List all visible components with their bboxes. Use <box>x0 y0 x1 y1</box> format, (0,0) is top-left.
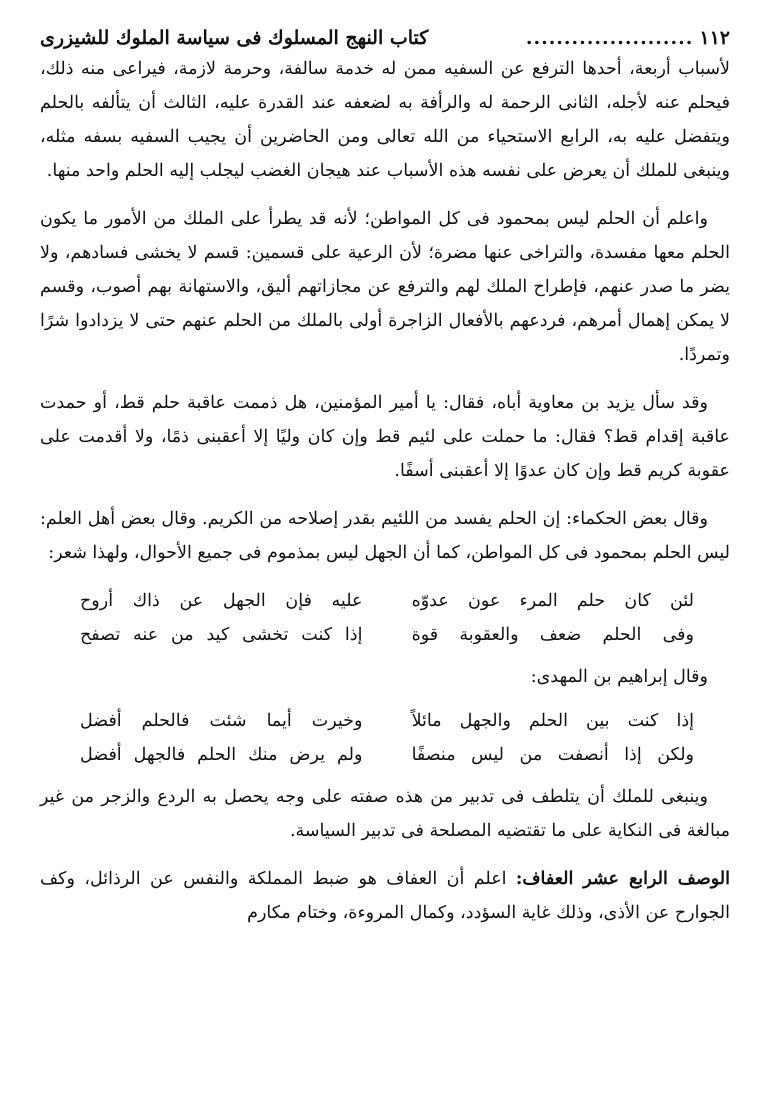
hemistich: عليه فإن الجهل عن ذاك أروح <box>80 591 363 611</box>
header-leader-dots: ...................... <box>525 27 694 49</box>
hemistich: وفى الحلم ضعف والعقوبة قوة <box>411 625 694 645</box>
hemistich: لئن كان حلم المرء عون عدوّه <box>411 591 694 611</box>
document-page <box>40 24 730 944</box>
hemistich: ولكن إذا أنصفت من ليس منصفًا <box>411 745 694 765</box>
book-title: كتاب النهج المسلوك فى سياسة الملوك للشيزرى <box>40 27 429 49</box>
hemistich: إذا كنت بين الحلم والجهل مائلاً <box>411 711 694 731</box>
hemistich: وخيرت أيما شئت فالحلم أفضل <box>80 711 363 731</box>
poem-2-line-1 <box>80 704 694 738</box>
poem-2-line-2 <box>80 738 694 772</box>
paragraph-5: وينبغى للملك أن يتلطف فى تدبير من هذه صفته على وجه يحصل به الردع والزجر من غير مبالغة فى النكاية على ما تقتضيه المصلحة فى تدبير السياسة. <box>40 787 730 841</box>
paragraph-3: وقد سأل يزيد بن معاوية أباه، فقال: يا أمير المؤمنين، هل ذممت عاقبة حلم قط، أو حمدت عاقبة إقدام قط؟ فقال: ما حملت على لئيم قط وإن كان وليًا إلا أعقبنى ذمًا، ولا أقدمت على عقوبة كريم قط وإن كان عدوًا إلا أعقبنى أسفًا. <box>40 393 730 481</box>
paragraph-1: لأسباب أربعة، أحدها الترفع عن السفيه ممن له خدمة سالفة، وحرمة لازمة، فيراعى منه ذلك، فيحلم عنه لأجله، الثانى الرحمة له والرأفة به لضعفه عند القدرة عليه، الثالث أن يتألفه بالحلم ويتفضل عليه به، الرابع الاستحياء من الله تعالى ومن الحاضرين أن يجيب السفيه بسفه مثله، وينبغى للملك أن يعرض على نفسه هذه الأسباب عند هيجان الغضب ليجلب إليه الحلم واحد منها. <box>40 59 730 181</box>
hemistich: ولم يرض منك الحلم فالجهل أفضل <box>80 745 363 765</box>
section-heading: الوصف الرابع عشر العفاف: <box>515 869 731 889</box>
paragraph-4: وقال بعض الحكماء: إن الحلم يفسد من اللئيم بقدر إصلاحه من الكريم. وقال بعض أهل العلم: ليس الحلم بمحمود فى كل المواطن، كما أن الجهل ليس بمذموم فى جميع الأحوال، ولهذا شعر: <box>40 509 730 563</box>
page-number: ١١٢ <box>699 27 730 49</box>
poem-2 <box>40 704 730 772</box>
paragraph-2: واعلم أن الحلم ليس بمحمود فى كل المواطن؛ لأنه قد يطرأ على الملك من الأمور ما يكون الحلم معها مفسدة، والتراخى عنها مضرة؛ لأن الرعية على قسمين: قسم لا يخشى فسادهم، ولا يضر ما صدر عنهم، فإطراح الملك لهم والترفع عن مجازاتهم أليق، والاستهانة بهم أصوب، وقسم لا يمكن إهمال أمرهم، فردعهم بالأفعال الزاجرة أولى بالملك من الحلم عنهم حتى لا يزدادوا شرًا وتمردًا. <box>40 209 730 365</box>
poem-2-intro: وقال إبراهيم بن المهدى: <box>530 667 708 687</box>
hemistich: إذا كنت تخشى كيد من عنه تصفح <box>80 625 363 645</box>
paragraph-6-text: اعلم أن العفاف هو ضبط المملكة والنفس عن الرذائل، وكف الجوارح عن الأذى، وذلك غاية السؤدد، وكمال المروءة، وختام مكارم <box>40 869 730 923</box>
poem-1 <box>40 584 730 652</box>
poem-1-line-2 <box>80 618 694 652</box>
paragraph-6 <box>40 862 730 930</box>
page-header <box>40 24 730 52</box>
poem-1-line-1 <box>80 584 694 618</box>
